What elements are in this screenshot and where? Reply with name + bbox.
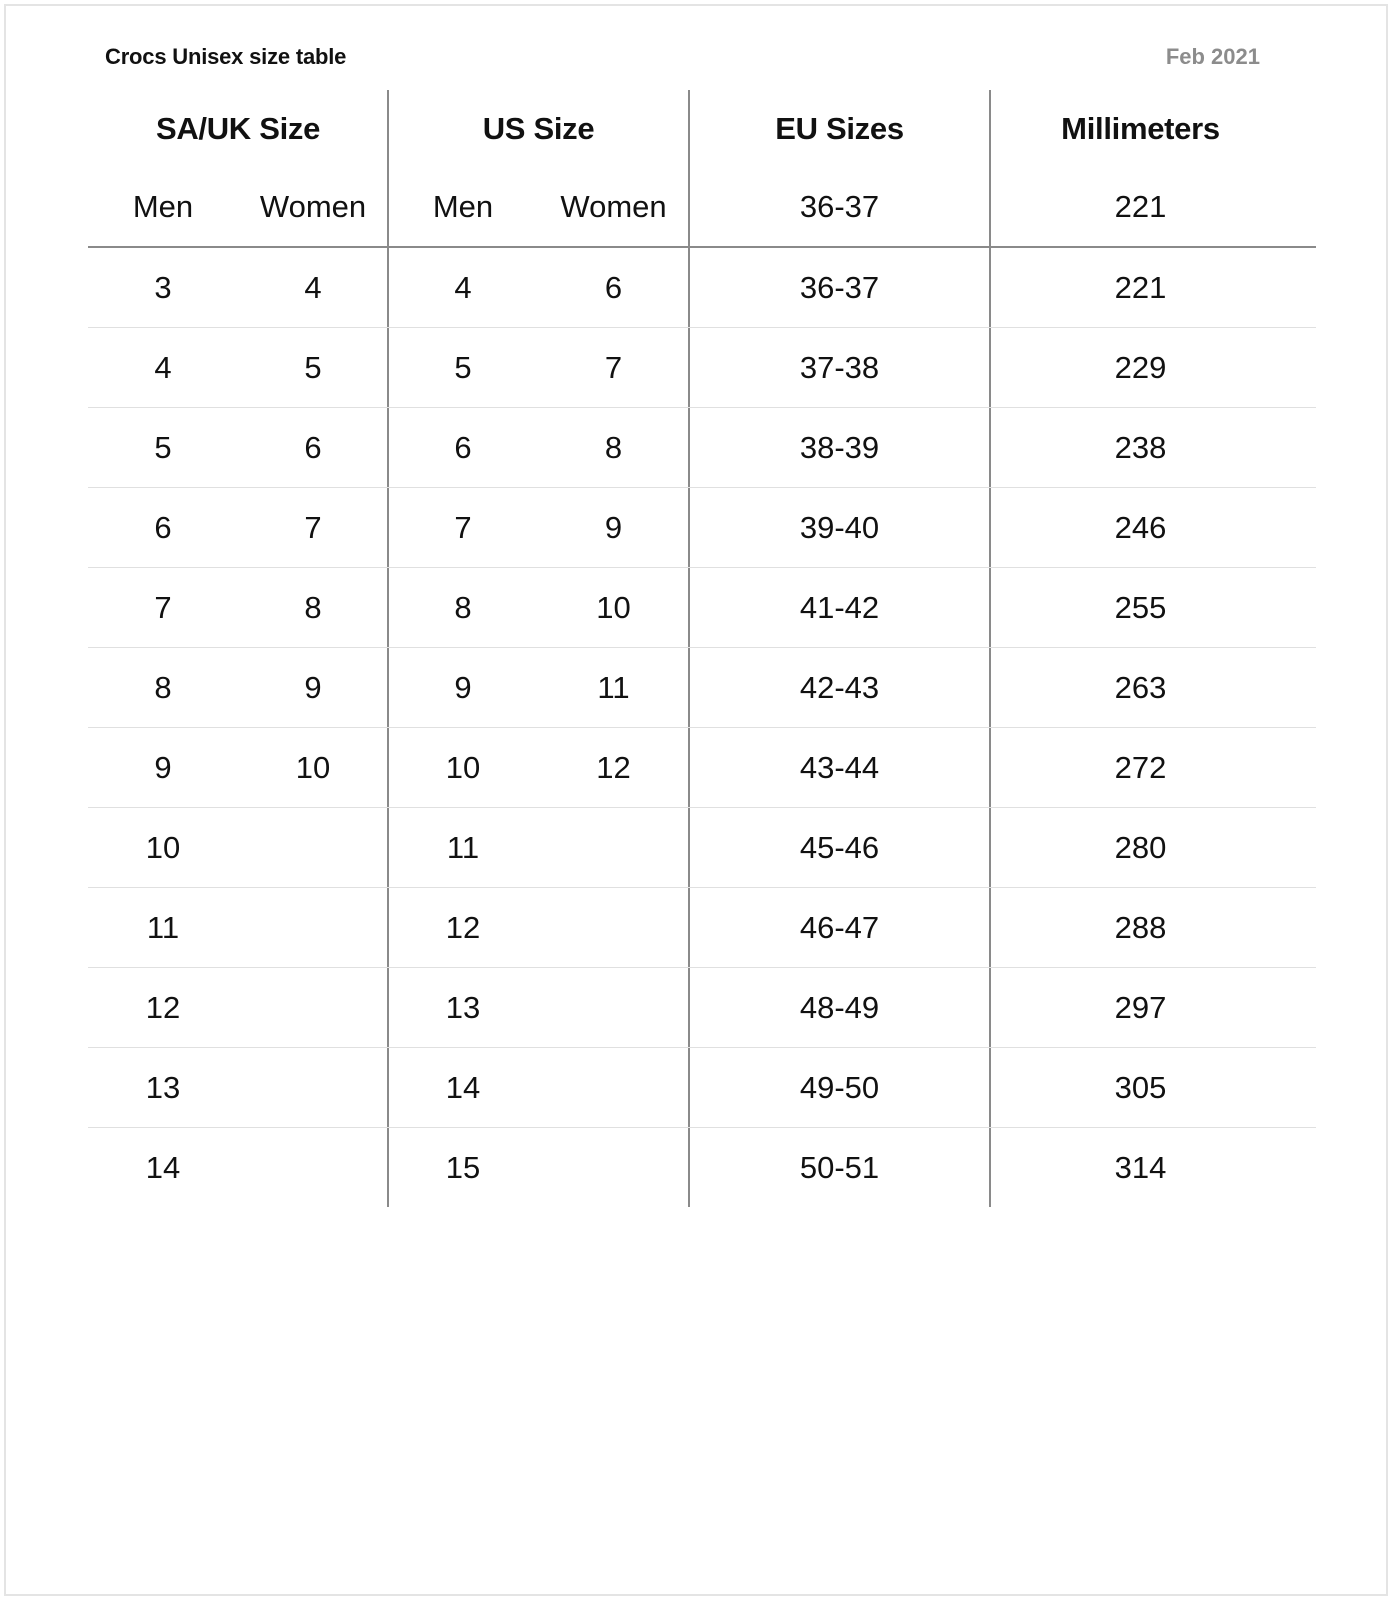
sub-header-sa-uk-women: Women: [259, 189, 367, 224]
cell-millimeters: 255: [1114, 589, 1167, 625]
cell-sa-uk-men: 7: [154, 589, 172, 625]
cell-eu-size: 42-43: [799, 669, 880, 705]
header-eu-sizes: EU Sizes: [775, 111, 904, 146]
cell-us-men: 9: [454, 669, 472, 705]
cell-eu-size: 45-46: [799, 829, 880, 865]
cell-sa-uk-women: 6: [304, 429, 322, 465]
table-row: [88, 1048, 1316, 1128]
cell-us-men: 15: [445, 1150, 481, 1185]
cell-millimeters: 263: [1114, 669, 1167, 705]
cell-millimeters: 229: [1114, 349, 1167, 385]
table-row: [88, 648, 1316, 728]
table-row: [88, 568, 1316, 648]
cell-millimeters: 272: [1114, 749, 1167, 785]
table-body: [88, 248, 1316, 1208]
cell-eu-size: 48-49: [799, 989, 880, 1025]
document-date: Feb 2021: [1165, 44, 1260, 69]
document-title: Crocs Unisex size table: [105, 44, 347, 69]
table-row: [88, 488, 1316, 568]
cell-sa-uk-men: 5: [154, 429, 172, 465]
cell-us-women: 7: [604, 349, 623, 385]
cell-sa-uk-men: 8: [154, 669, 172, 705]
table-row: [88, 328, 1316, 408]
cell-sa-uk-men: 12: [145, 989, 181, 1025]
cell-eu-size: 39-40: [799, 509, 880, 545]
header-millimeters: Millimeters: [1061, 111, 1220, 146]
cell-eu-size: 38-39: [799, 429, 880, 465]
cell-sa-uk-women: 10: [295, 749, 331, 785]
cell-us-men: 14: [445, 1069, 481, 1105]
cell-sa-uk-men: 6: [154, 509, 172, 545]
sub-header-row: [88, 168, 1316, 248]
cell-us-women: 10: [596, 589, 631, 625]
cell-millimeters: 297: [1114, 989, 1167, 1025]
cell-millimeters: 280: [1114, 829, 1167, 865]
size-table: [88, 90, 1316, 1208]
cell-sa-uk-men: 9: [154, 749, 172, 785]
cell-sa-uk-men: 11: [146, 909, 180, 945]
cell-eu-size: 36-37: [799, 269, 880, 305]
cell-sa-uk-men: 3: [154, 269, 172, 305]
sub-header-us-women: Women: [560, 189, 667, 224]
cell-sa-uk-women: 5: [304, 349, 322, 385]
cell-eu-size: 41-42: [799, 589, 880, 625]
cell-us-men: 7: [454, 509, 472, 545]
cell-us-women: 8: [604, 429, 623, 465]
cell-us-men: 12: [445, 909, 481, 945]
cell-us-men: 8: [454, 589, 472, 625]
table-row: [88, 888, 1316, 968]
sub-header-eu: 36-37: [799, 189, 880, 224]
cell-us-women: 12: [596, 749, 631, 785]
sub-header-us-men: Men: [432, 189, 494, 224]
cell-millimeters: 221: [1114, 269, 1167, 305]
cell-sa-uk-women: 4: [304, 269, 322, 305]
header-sa-uk-size: SA/UK Size: [155, 111, 321, 146]
cell-us-women: 9: [604, 509, 623, 545]
cell-eu-size: 49-50: [799, 1069, 880, 1105]
table-row: [88, 408, 1316, 488]
cell-sa-uk-men: 10: [145, 829, 181, 865]
cell-sa-uk-men: 4: [154, 349, 172, 385]
cell-us-men: 13: [445, 989, 481, 1025]
cell-us-women: 6: [604, 269, 623, 305]
cell-eu-size: 37-38: [799, 349, 880, 385]
table-row: [88, 728, 1316, 808]
cell-millimeters: 246: [1114, 509, 1167, 545]
table-row: [88, 968, 1316, 1048]
cell-us-men: 4: [454, 269, 472, 305]
sub-header-mm: 221: [1114, 189, 1167, 224]
cell-eu-size: 43-44: [799, 749, 880, 785]
cell-millimeters: 305: [1114, 1069, 1167, 1105]
cell-sa-uk-women: 8: [304, 589, 322, 625]
table-row: [88, 808, 1316, 888]
header-us-size: US Size: [482, 111, 595, 146]
cell-millimeters: 238: [1114, 429, 1167, 465]
cell-millimeters: 288: [1114, 909, 1167, 945]
size-chart-page: [4, 4, 1388, 1596]
cell-sa-uk-men: 13: [145, 1069, 181, 1105]
cell-millimeters: 314: [1114, 1150, 1167, 1185]
table-row: [88, 248, 1316, 328]
group-header-row: [88, 90, 1316, 168]
cell-us-men: 5: [454, 349, 472, 385]
cell-us-men: 11: [446, 829, 480, 865]
cell-sa-uk-men: 14: [145, 1150, 181, 1185]
sub-header-sa-uk-men: Men: [132, 189, 194, 224]
cell-eu-size: 50-51: [799, 1150, 880, 1185]
cell-us-women: 11: [597, 669, 630, 705]
cell-sa-uk-women: 9: [304, 669, 322, 705]
cell-eu-size: 46-47: [799, 909, 880, 945]
cell-sa-uk-women: 7: [304, 509, 322, 545]
table-row: [88, 1128, 1316, 1208]
cell-us-men: 6: [454, 429, 472, 465]
cell-us-men: 10: [445, 749, 481, 785]
